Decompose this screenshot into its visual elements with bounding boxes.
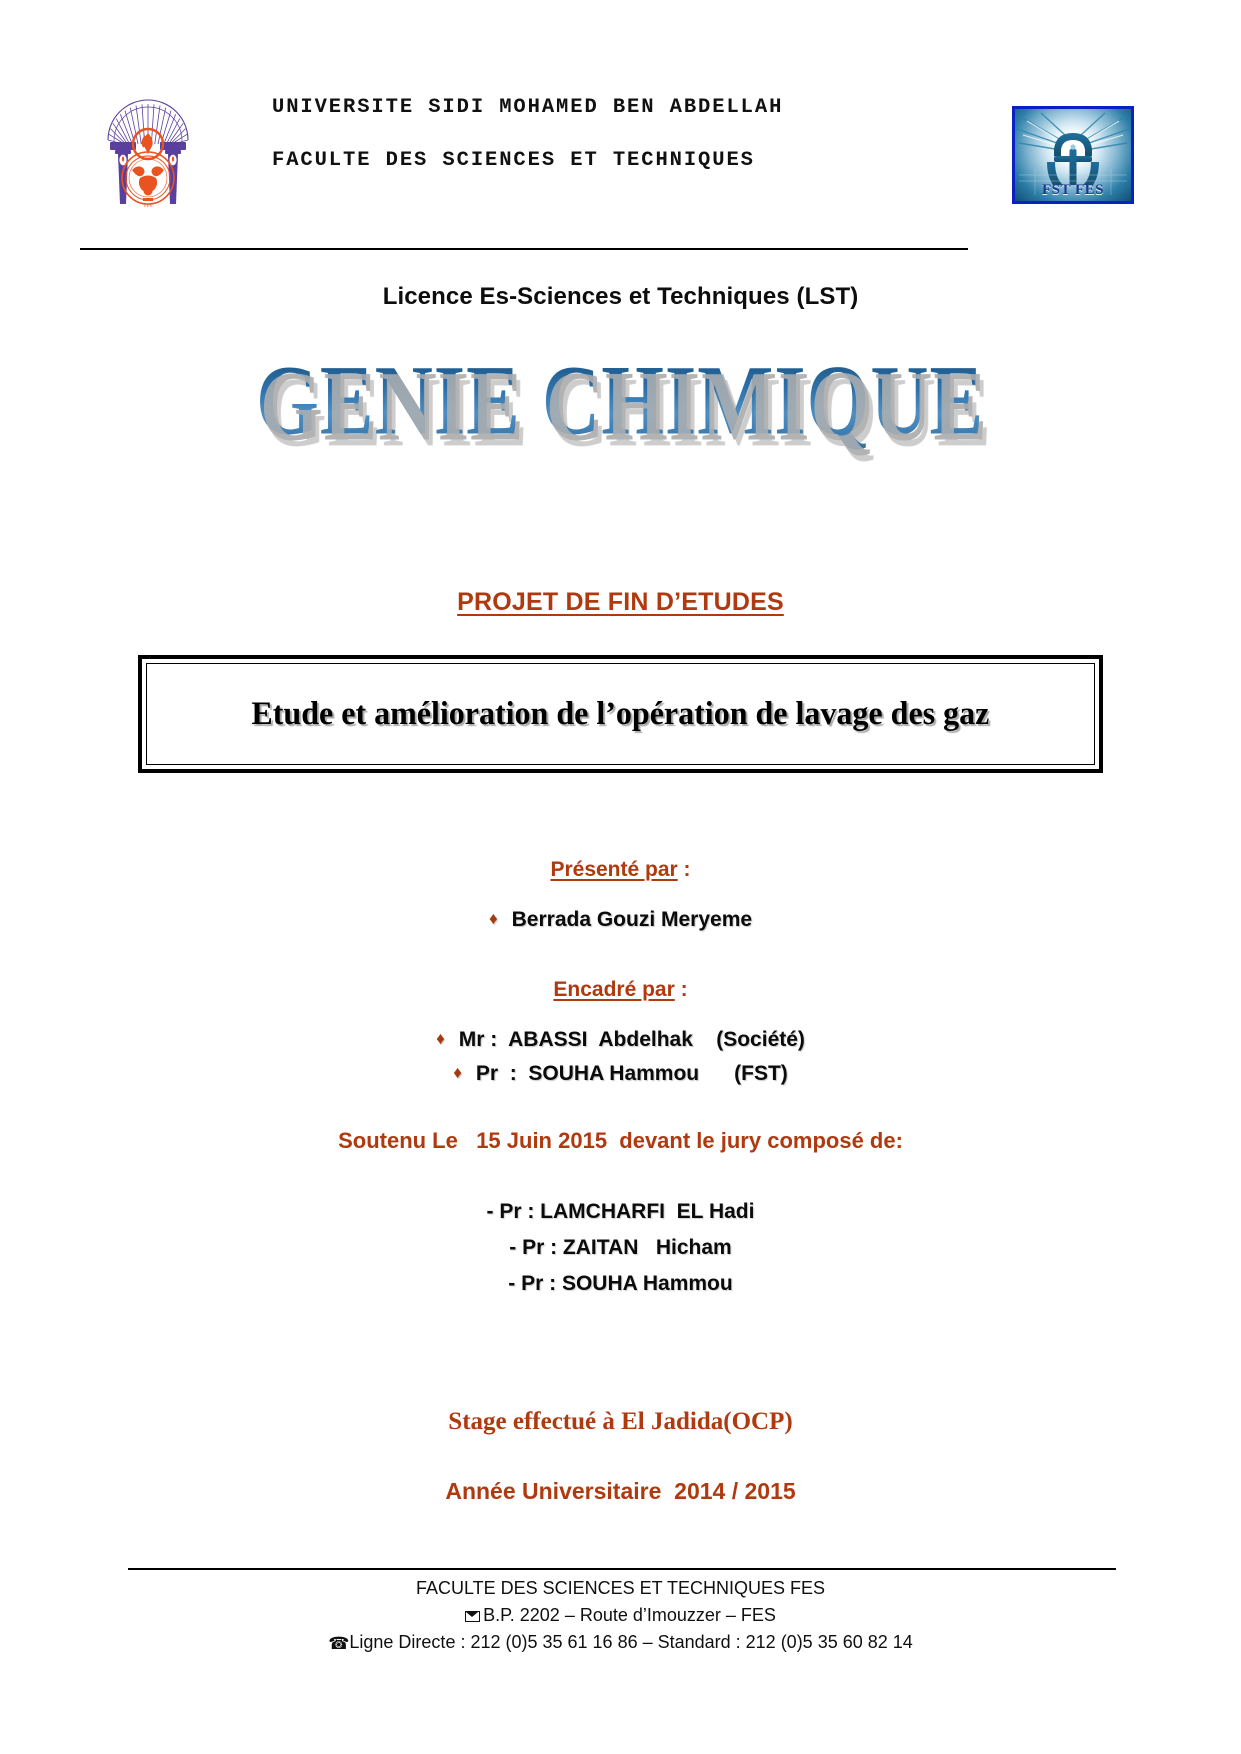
internship-line: Stage effectué à El Jadida(OCP) <box>448 1408 793 1435</box>
supervised-by-label-group <box>553 978 687 1001</box>
jury-member: - Pr : ZAITAN Hicham <box>509 1236 732 1259</box>
wordart-title-container <box>0 346 1241 462</box>
document-type-text: PROJET DE FIN D’ETUDES <box>457 588 784 616</box>
supervisor-name-1: Mr : ABASSI Abdelhak (Société) <box>458 1028 805 1051</box>
project-title: Etude et amélioration de l’opération de lavage des gaz <box>251 695 990 732</box>
jury-list <box>0 1200 1241 1308</box>
footer-address: B.P. 2202 – Route d’Imouzzer – FES <box>483 1605 776 1625</box>
supervisor-row <box>0 1062 1241 1086</box>
university-seal-logo <box>96 86 200 218</box>
wordart-genie-chimique: GENIE CHIMIQUE <box>256 346 985 456</box>
page-footer <box>0 1578 1241 1660</box>
footer-faculty-name: FACULTE DES SCIENCES ET TECHNIQUES FES <box>415 1578 826 1598</box>
diamond-bullet-icon: ♦ <box>453 1063 462 1082</box>
footer-divider-rule <box>128 1568 1116 1570</box>
footer-address-row <box>0 1605 1241 1626</box>
university-header-text <box>272 96 972 172</box>
program-line: Licence Es-Sciences et Techniques (LST) <box>382 283 859 310</box>
supervisor-name-2: Pr : SOUHA Hammou (FST) <box>475 1062 788 1085</box>
supervised-by-heading <box>0 978 1241 1002</box>
diamond-bullet-icon: ♦ <box>488 909 498 928</box>
jury-member: - Pr : LAMCHARFI EL Hadi <box>486 1200 755 1223</box>
svg-text:FES: FES <box>144 203 152 208</box>
project-title-box <box>138 655 1103 773</box>
fst-fes-logo-label: FST FES <box>1042 182 1104 198</box>
presented-by-label-group <box>550 858 690 881</box>
university-name-line: UNIVERSITE SIDI MOHAMED BEN ABDELLAH <box>272 96 784 119</box>
presented-by-colon: : <box>677 858 691 881</box>
presented-by-heading <box>0 858 1241 882</box>
student-name-line <box>489 908 752 931</box>
supervised-by-label: Encadré par <box>553 978 675 1001</box>
jury-member: - Pr : SOUHA Hammou <box>508 1272 733 1295</box>
supervised-by-colon: : <box>674 978 688 1001</box>
supervisor-line-2 <box>453 1062 788 1085</box>
diamond-bullet-icon: ♦ <box>436 1029 445 1048</box>
student-name: Berrada Gouzi Meryeme <box>511 908 753 931</box>
supervisor-row <box>0 1028 1241 1052</box>
defense-line: Soutenu Le 15 Juin 2015 devant le jury composé de: <box>338 1128 903 1153</box>
fst-fes-logo <box>1012 106 1134 204</box>
address-envelope-icon <box>465 1611 480 1622</box>
telephone-icon: ☎ <box>328 1634 350 1653</box>
supervisor-line-1 <box>436 1028 805 1051</box>
footer-phone: Ligne Directe : 212 (0)5 35 61 16 86 – Standard : 212 (0)5 35 60 82 14 <box>349 1632 913 1652</box>
document-type-heading <box>0 588 1241 617</box>
academic-year-line: Année Universitaire 2014 / 2015 <box>445 1478 796 1504</box>
faculty-name-line: FACULTE DES SCIENCES ET TECHNIQUES <box>272 149 755 172</box>
student-row <box>0 908 1241 932</box>
presented-by-label: Présenté par <box>550 858 678 881</box>
page-header <box>0 78 1241 228</box>
header-divider-rule <box>80 248 968 250</box>
footer-phone-row <box>0 1632 1241 1654</box>
project-title-box-inner <box>146 663 1095 765</box>
